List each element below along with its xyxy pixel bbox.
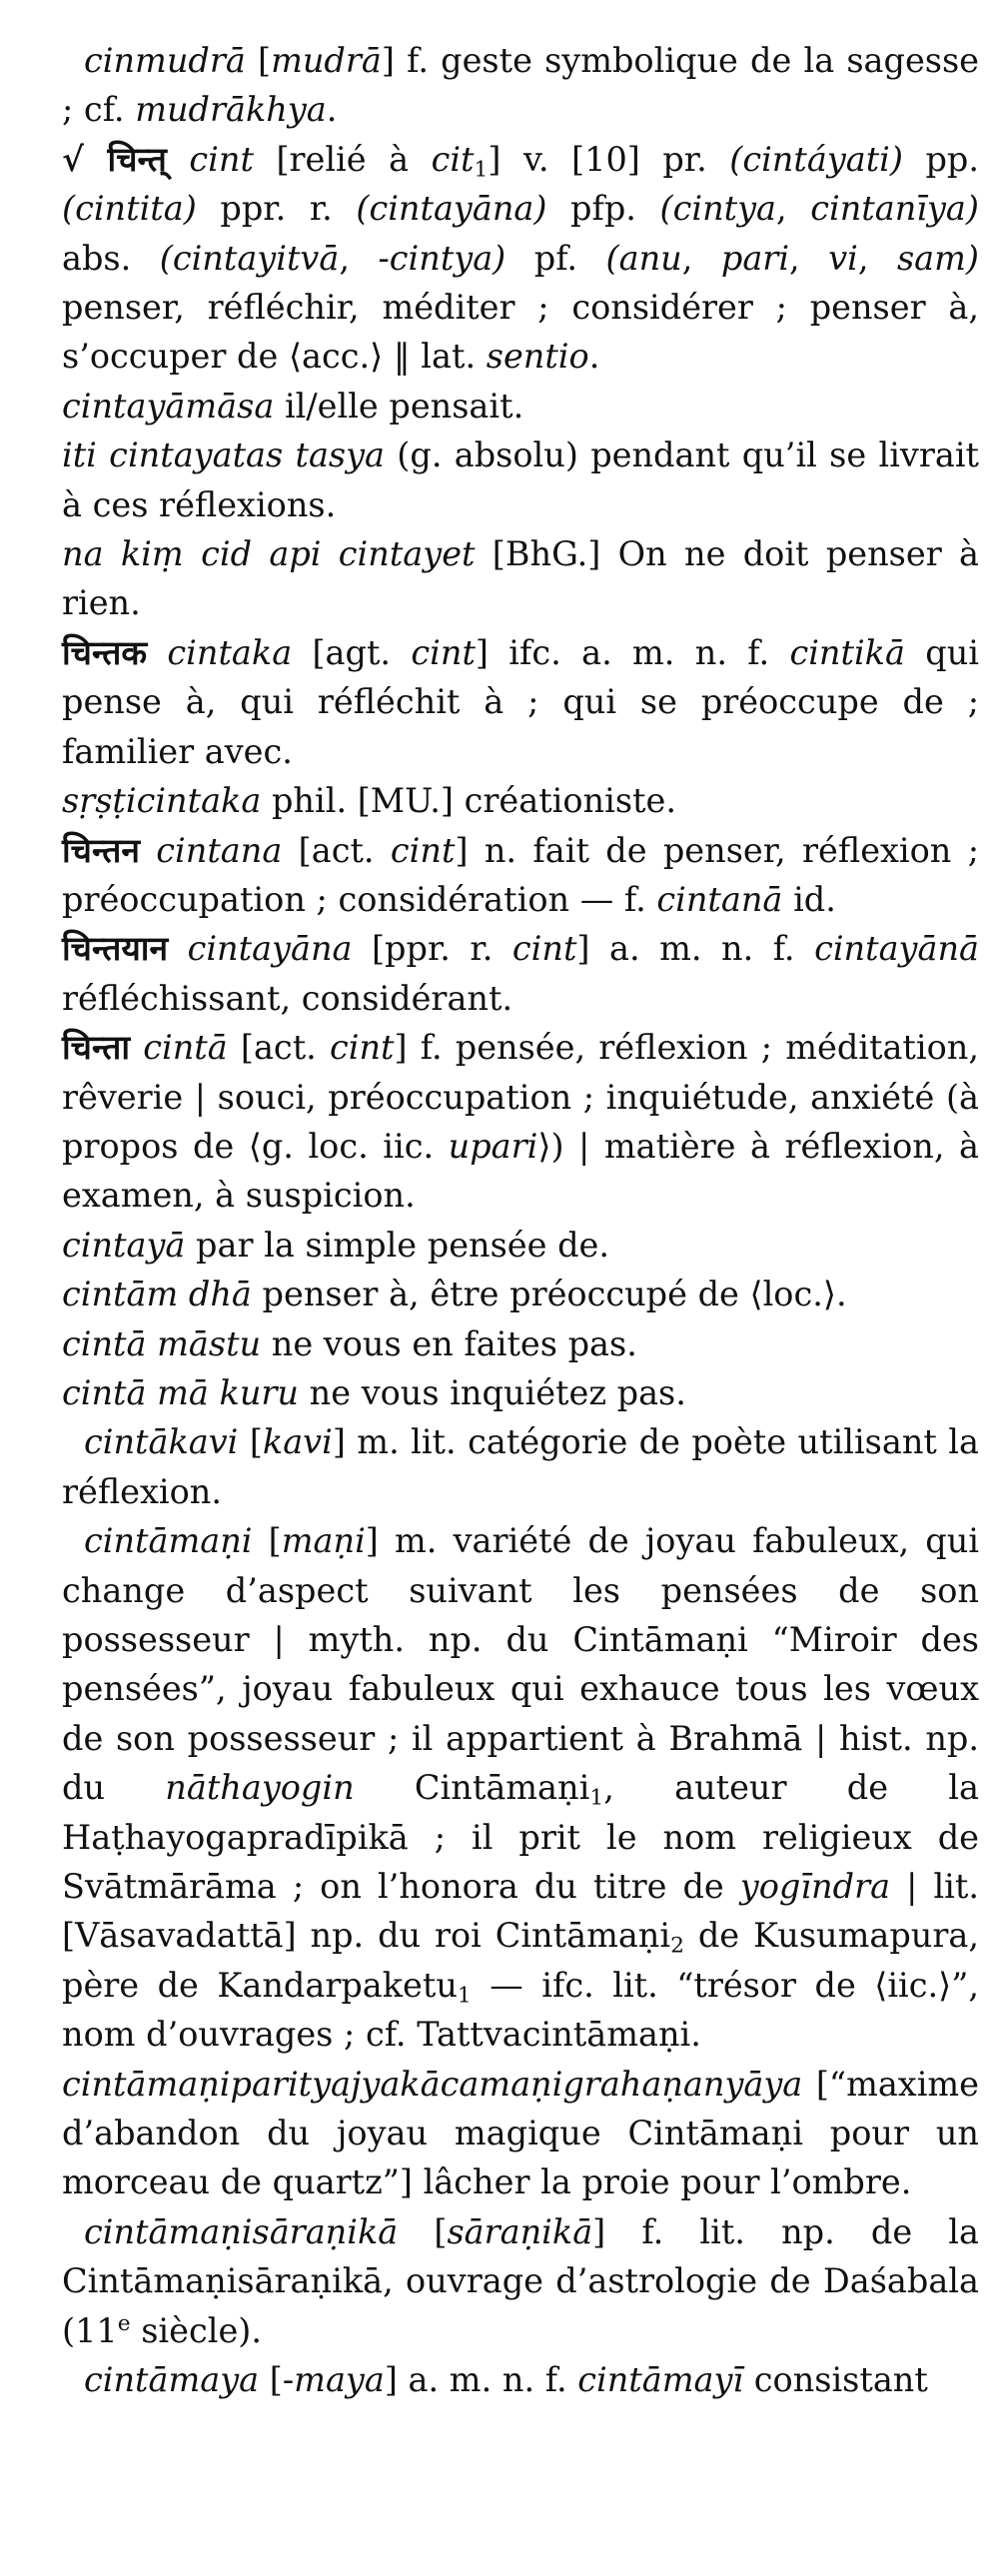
entry-cintayamasa: cintayāmāsa il/elle pensait. xyxy=(62,386,524,426)
dictionary-page xyxy=(62,36,979,2405)
entry-cintamaniparityajya: cintāmaṇiparityajyakācamaṇigrahaṇanyāya [“maxime d’abandon du joyau magique Cintāmaṇi pour un morceau de quartz”] lâcher la proie pour l’ombre. xyxy=(62,2064,979,2202)
entry-na-kim-cid-api: na kiṃ cid api cintayet [BhG.] On ne doit penser à rien. xyxy=(62,534,979,623)
entry-cinta: चिन्ता cintā [act. cint] f. pensée, réflexion ; méditation, rêverie | souci, préoccupation ; inquiétude, anxiété (à propos de ⟨g. loc. iic. upari⟩) | matière à réflexion, à examen, à suspicion. xyxy=(62,1028,979,1216)
entry-cintamanisaranika: cintāmaṇisāraṇikā [sāraṇikā] f. lit. np. de la Cintāmaṇisāraṇikā, ouvrage d’astrologie de Daśabala (11e siècle). xyxy=(62,2211,979,2350)
entry-cinta-mastu: cintā māstu ne vous en faites pas. xyxy=(62,1323,637,1363)
entry-iti-cintayatas-tasya: iti cintayatas tasya (g. absolu) pendant qu’il se livrait à ces réflexions. xyxy=(62,435,979,524)
entry-cintana: चिन्तन cintana [act. cint] n. fait de penser, réflexion ; préoccupation ; considération — f. cintanā id. xyxy=(62,830,979,919)
entry-cint: √ चिन्त् cint [relié à cit$_1$] v. [10] pr. (cintáyati) pp. (cintita) ppr. r. (cintayāna) pfp. (cintya, cintanīya) abs. (cintayitvā, -cintya) pf. (anu, pari, vi, sam) penser, réfléchir, méditer ; considérer ; penser à, s’occuper de ⟨acc.⟩ ‖ lat. sentio. xyxy=(62,139,980,377)
entry-cintaya: cintayā par la simple pensée de. xyxy=(62,1225,610,1265)
entry-cintaka: चिन्तक cintaka [agt. cint] ifc. a. m. n. f. cintikā qui pense à, qui réfléchit à ; qui se préoccupe de ; familier avec. xyxy=(62,632,979,771)
entry-cintam-dha: cintām dhā penser à, être préoccupé de ⟨loc.⟩. xyxy=(62,1275,847,1314)
entry-cinta-ma-kuru: cintā mā kuru ne vous inquiétez pas. xyxy=(62,1372,686,1412)
entry-cintayana: चिन्तयान cintayāna [ppr. r. cint] a. m. n. f. cintayānā réfléchissant, considérant. xyxy=(62,929,979,1018)
entry-srsticintaka: sṛṣṭicintaka phil. [MU.] créationiste. xyxy=(62,781,676,821)
entry-cinmudra: cinmudrā [mudrā] f. geste symbolique de la sagesse ; cf. mudrākhya. xyxy=(62,41,980,130)
entry-cintakavi: cintākavi [kavi] m. lit. catégorie de poète utilisant la réflexion. xyxy=(62,1422,979,1511)
entry-cintamani: cintāmaṇi [maṇi] m. variété de joyau fabuleux, qui change d’aspect suivant les pensées de son possesseur | myth. np. du Cintāmaṇi “Miroir des pensées”, joyau fabuleux qui exhauce tous les vœux de son possesseur ; il appartient à Brahmā | hist. np. du nāthayogin Cintāmaṇi$_1$, auteur de la Haṭhayogapradīpikā ; il prit le nom religieux de Svātmārāma ; on l’honora du titre de yogīndra | lit. [Vāsavadattā] np. du roi Cintāmaṇi$_2$ de Kusumapura, père de Kandarpaketu$_1$ — ifc. lit. “trésor de ⟨iic.⟩”, nom d’ouvrages ; cf. Tattvacintāmaṇi. xyxy=(62,1521,980,2055)
entry-cintamaya: cintāmaya [-maya] a. m. n. f. cintāmayī consistant xyxy=(84,2360,928,2400)
